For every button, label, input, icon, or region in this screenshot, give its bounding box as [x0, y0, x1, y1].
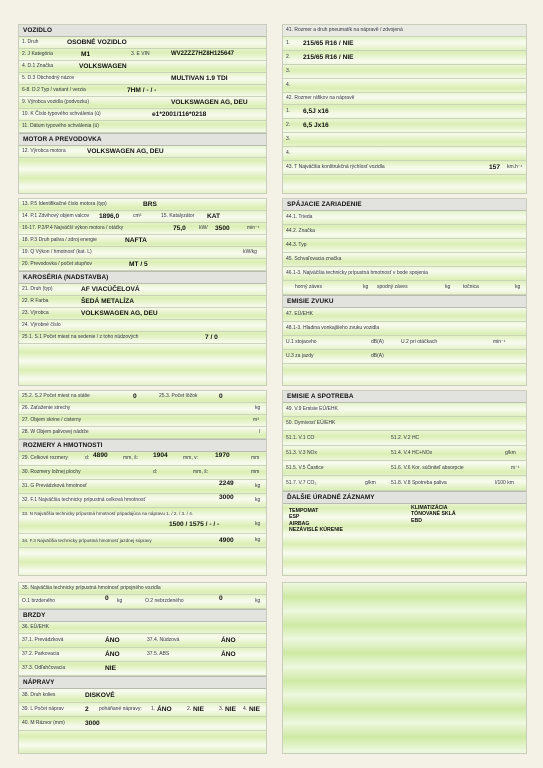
row-hmotnost-spojenia: 46.1-3. Najväčšia technicky prípustná hmotnosť v bode spojenia — [283, 267, 526, 281]
celkova-hmotnost-value: 3000 — [219, 494, 234, 501]
prevadzkova-hmotnost-value: 2249 — [219, 480, 234, 487]
zaznam-item: AIRBAG — [289, 520, 310, 527]
row-zdvihovy-objem: 14. P.1 Zdvihový objem valcov 1896,0 cm³ 15. Katalyzátor KAT — [19, 211, 266, 223]
row-rafiky-header: 42. Rozmer ráfikov na nápravě — [283, 93, 526, 105]
karoseria-header: KAROSÉRIA (NADSTAVBA) — [19, 271, 266, 284]
row-pneu-header: 41. Rozmer a druh pneumatík na nápravě / zdvojená — [283, 25, 526, 37]
naprava-4-value: NIE — [249, 706, 260, 713]
kategoria-value: M1 — [81, 51, 91, 58]
zvuk-header: EMISIE ZVUKU — [283, 295, 526, 308]
max-rychlost-value: 157 — [489, 164, 501, 171]
row-prevodovka: 20. Prevodovka / počet stupňov MT / 5 — [19, 259, 266, 271]
row-pocet-naprav: 39. L Počet náprav 2 poháňané nápravy: 1. ÁNO 2. NIE 3. NIE 4. NIE — [19, 703, 266, 717]
row-co2: 51.7. V.7 CO₂ g/km 51.8. V.8 Spotreba paliva l/100 km — [283, 476, 526, 491]
abs-value: ÁNO — [221, 651, 236, 658]
row-zvuk-stojaceho: U.1 stojaceho dB(A) U.2 pri otáčkach min⁻¹ — [283, 336, 526, 350]
rafik-2-value: 6,5 Jx16 — [303, 122, 329, 129]
druh-paliva-value: NAFTA — [125, 237, 147, 244]
row-zvuk-jazdy: U.3 za jazdy dB(A) — [283, 350, 526, 364]
pneumatiky-panel — [282, 24, 527, 194]
row-spaj-znacka: 44.2. Značka — [283, 225, 526, 239]
row-typove-schvalenie: 10. K Číslo typového schválenia (ú) e1*2001/116*0218 — [19, 109, 266, 121]
row-rafik-2: 2. 6,5 Jx16 — [283, 119, 526, 133]
pocet-lozok-value: 0 — [219, 393, 223, 400]
zaznam-item: KLIMATIZÁCIA — [411, 505, 448, 511]
row-obchodny-nazov: 5. D.3 Obchodný názov MULTIVAN 1.9 TDI — [19, 73, 266, 85]
motor-header: MOTOR A PREVODOVKA — [19, 133, 266, 146]
row-emisie-euehk: 49. V.9 Emisie EÚ/EHK — [283, 403, 526, 417]
znacka-value: VOLKSWAGEN — [79, 63, 127, 70]
druh-value: OSOBNÉ VOZIDLO — [67, 39, 127, 46]
brzdy-header: BRZDY — [19, 609, 266, 622]
rozmery-header: ROZMERY A HMOTNOSTI — [19, 439, 266, 452]
vozidlo-panel — [18, 24, 267, 194]
miesta-statie-value: 0 — [133, 393, 137, 400]
row-spaj-typ: 44.3. Typ — [283, 239, 526, 253]
dalsie-left-list — [289, 508, 343, 534]
row-vyrobca-motora: 12. Výrobca motora VOLKSWAGEN AG, DEU — [19, 146, 266, 158]
motor-panel — [18, 198, 267, 386]
row-pocet-miest: 25.1. S.1 Počet miest na sedenie / z toho núdzových 7 / 0 — [19, 332, 266, 344]
row-co-hc: 51.1. V.1 CO 51.2. V.2 HC — [283, 431, 526, 446]
naprava-1-value: ÁNO — [157, 706, 172, 713]
vyska-value: 1970 — [215, 452, 230, 459]
row-objem-nadrze: 28. W Objem palivovej nádrže l — [19, 427, 266, 439]
row-celkove-rozmery: 29. Celkové rozmery d: 4890 mm, š: 1904 mm, v: 1970 mm — [19, 452, 266, 466]
obchodny-nazov-value: MULTIVAN 1.9 TDI — [171, 75, 228, 82]
row-parkovacia-brzda: 37.2. Parkovacia ÁNO 37.5. ABS ÁNO — [19, 648, 266, 662]
vyrobca-vozidla-value: VOLKSWAGEN AG, DEU — [171, 99, 248, 106]
zdvihovy-objem-value: 1896,0 — [99, 213, 120, 220]
pneu-2-value: 215/65 R16 / NIE — [303, 54, 354, 61]
row-celkova-hmotnost: 32. F.1 Najväčšia technicky prípustná celková hmotnosť 3000 kg — [19, 494, 266, 508]
row-pneu-2: 2. 215/65 R16 / NIE — [283, 51, 526, 65]
zaznam-item: TEMPOMAT — [289, 508, 319, 514]
rozmery-panel — [18, 390, 267, 576]
naprava-3-value: NIE — [225, 706, 236, 713]
row-hmotnost-napravy: 33. N Najväčšia technicky prípustná hmotnosť pripadajúca na nápravu 1. / 2. / 3. / 4. 1500 / 1575 / - / - kg — [19, 508, 266, 534]
row-zatazenie-strechy: 26. Zaťaženie strechy kg — [19, 403, 266, 415]
row-rafik-4: 4. — [283, 147, 526, 161]
zaznam-item: ESP — [289, 514, 300, 521]
farba-value: ŠEDÁ METALÍZA — [81, 298, 134, 305]
row-trieda: 44.1. Trieda — [283, 211, 526, 225]
row-zvuk-euehk: 47. EÚ/EHK — [283, 308, 526, 322]
vozidlo-header: VOZIDLO — [19, 25, 266, 37]
zaznam-item: NEZÁVISLÉ KÚRENIE — [289, 527, 343, 534]
row-datum-schvalenia: 11. Dátum typového schválenia (ú) — [19, 121, 266, 133]
spajacie-panel — [282, 198, 527, 386]
dalsie-zaznamy — [283, 504, 526, 564]
hmotnost-napravy-value: 1500 / 1575 / - / - — [169, 521, 220, 528]
zaznam-item: TÓNOVANÉ SKLÁ — [411, 511, 456, 518]
parkovacia-brzda-value: ÁNO — [105, 651, 120, 658]
row-druh-paliva: 18. P.3 Druh paliva / zdroj energie NAFTA — [19, 235, 266, 247]
katalyzator-value: KAT — [207, 213, 221, 220]
otacky-value: 3500 — [215, 225, 230, 232]
row-castice: 51.5. V.5 Častice 51.6. V.6 Kor. súčiniteľ absorpcie m⁻¹ — [283, 461, 526, 476]
row-typ: 6-8. D.2 Typ / variant / verzia 7HM / - / - — [19, 85, 266, 97]
typove-schvalenie-value: e1*2001/116*0218 — [152, 111, 207, 118]
dalsie-header: ĎALŠIE ÚRADNÉ ZÁZNAMY — [283, 491, 526, 504]
row-miesta-statie: 25.2. S.2 Počet miest na státie 0 25.3. Počet lôžok 0 — [19, 391, 266, 403]
dalsie-right-list — [411, 505, 456, 524]
row-druh: 1. Druh OSOBNÉ VOZIDLO — [19, 37, 266, 49]
razvor-value: 3000 — [85, 720, 100, 727]
pocet-miest-value: 7 / 0 — [205, 334, 218, 341]
dlzka-value: 4890 — [93, 452, 108, 459]
row-rafik-1: 1. 6,5J x16 — [283, 105, 526, 119]
row-znacka: 4. D.1 Značka VOLKSWAGEN — [19, 61, 266, 73]
pocet-naprav-value: 2 — [85, 706, 89, 713]
row-zavesy: horný záves kg spodný záves kg točnica kg — [283, 281, 526, 295]
row-vykon-hmotnost: 19. Q Výkon / hmotnosť (kat. L) kW/kg — [19, 247, 266, 259]
odlahcovacia-brzda-value: NIE — [105, 665, 116, 672]
row-pneu-3: 3. — [283, 65, 526, 79]
naprava-2-value: NIE — [193, 706, 204, 713]
brzdy-panel — [18, 582, 267, 754]
row-max-rychlost: 43. T Najväčšia konštrukčná rýchlosť vozidla 157 km.h⁻¹ — [283, 161, 526, 175]
nebrzdene-value: 0 — [219, 595, 223, 602]
row-nox: 51.3. V.3 NOx 51.4. V.4 HC+NOx g/km — [283, 446, 526, 461]
row-kategoria: 2. J Kategória M1 3. E VIN WV2ZZZ7HZ8H125647 — [19, 49, 266, 61]
karoseria-druh-value: AF VIACÚČELOVÁ — [81, 286, 140, 293]
row-hmotnost-supravy: 34. F.3 Najväčšia technicky prípustná hmotnosť jazdnej súpravy 4900 kg — [19, 534, 266, 548]
nudzova-brzda-value: ÁNO — [221, 637, 236, 644]
row-brzdene: O.1 brzdeného 0 kg O.2 nebrzdeného 0 kg — [19, 595, 266, 609]
row-objem-skrine: 27. Objem skrine / cisterny m³ — [19, 415, 266, 427]
row-prevadzkova-brzda: 37.1. Prevádzková ÁNO 37.4. Núdzová ÁNO — [19, 634, 266, 648]
sirka-value: 1904 — [153, 452, 168, 459]
emisie-panel — [282, 390, 527, 576]
napravy-header: NÁPRAVY — [19, 676, 266, 689]
row-vykon-motora: 16-17. P.2/P.4 Najväčší výkon motora / otáčky 75,0 kW/ 3500 min⁻¹ — [19, 223, 266, 235]
row-prevadzkova-hmotnost: 31. G Prevádzková hmotnosť 2249 kg — [19, 480, 266, 494]
row-pneu-4: 4. — [283, 79, 526, 93]
row-razvor: 40. M Rázvor (mm) 3000 — [19, 717, 266, 731]
emisie-header: EMISIE A SPOTREBA — [283, 391, 526, 403]
vyrobca-motora-value: VOLKSWAGEN AG, DEU — [87, 148, 164, 155]
identifikacne-cislo-value: BRS — [143, 201, 157, 208]
brzdene-value: 0 — [105, 595, 109, 602]
row-rafik-3: 3. — [283, 133, 526, 147]
row-brzdy-euehk: 36. EÚ/EHK — [19, 622, 266, 634]
rafik-1-value: 6,5J x16 — [303, 108, 329, 115]
row-hladina-zvuku: 48.1-3. Hladina vonkajšieho zvuku vozidla — [283, 322, 526, 336]
empty-panel — [282, 582, 527, 754]
prevadzkova-brzda-value: ÁNO — [105, 637, 120, 644]
vykon-value: 75,0 — [173, 225, 186, 232]
prevodovka-value: MT / 5 — [129, 261, 148, 268]
spajacie-header: SPÁJACIE ZARIADENIE — [283, 199, 526, 211]
row-vyrobne-cislo: 24. Výrobné číslo — [19, 320, 266, 332]
zaznam-item: EBD — [411, 517, 422, 524]
row-farba: 22. R Farba ŠEDÁ METALÍZA — [19, 296, 266, 308]
row-pneu-1: 1. 215/65 R16 / NIE — [283, 37, 526, 51]
row-schvalovacia-znacka: 45. Schvaľovacia značka — [283, 253, 526, 267]
vin-value: WV2ZZZ7HZ8H125647 — [171, 51, 235, 57]
row-vyrobca-vozidla: 9. Výrobca vozidla (podvozku) VOLKSWAGEN AG, DEU — [19, 97, 266, 109]
row-pripojne-vozidlo: 35. Najväčšia technicky prípustná hmotnosť pripojného vozidla — [19, 583, 266, 595]
row-dymivost: 50. Dymivosť EÚ/EHK — [283, 417, 526, 431]
druh-kolies-value: DISKOVÉ — [85, 692, 115, 699]
row-odlahcovacia-brzda: 37.3. Odľahčovacia NIE — [19, 662, 266, 676]
pneu-1-value: 215/65 R16 / NIE — [303, 40, 354, 47]
hmotnost-supravy-value: 4900 — [219, 537, 234, 544]
row-karoseria-vyrobca: 23. Výrobca VOLKSWAGEN AG, DEU — [19, 308, 266, 320]
row-identifikacne-cislo: 13. P.5 Identifikačné číslo motora (typ) BRS — [19, 199, 266, 211]
row-lozna-plocha: 30. Rozmery ložnej plochy d: mm, š: mm — [19, 466, 266, 480]
karoseria-vyrobca-value: VOLKSWAGEN AG, DEU — [81, 310, 158, 317]
row-druh-kolies: 38. Druh kolies DISKOVÉ — [19, 689, 266, 703]
typ-value: 7HM / - / - — [127, 87, 157, 94]
row-karoseria-druh: 21. Druh (typ) AF VIACÚČELOVÁ — [19, 284, 266, 296]
